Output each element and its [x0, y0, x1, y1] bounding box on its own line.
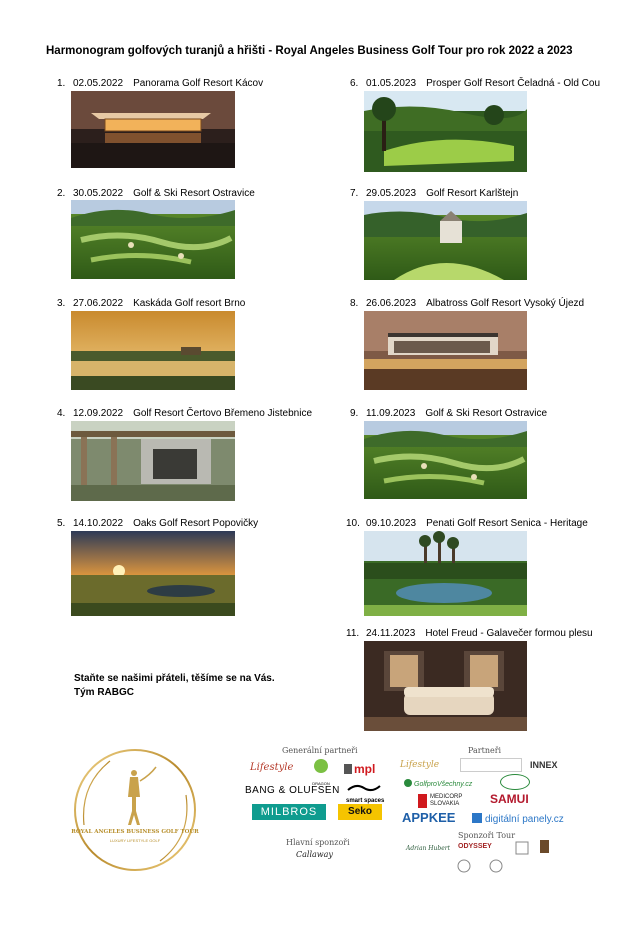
page-title: Harmonogram golfových turanjů a hřišti - Royal Angeles Business Golf Tour pro rok 2022 a 2023: [46, 45, 573, 57]
event-item: [57, 78, 263, 89]
venue-photo: [364, 311, 527, 390]
venue-photo: [364, 421, 527, 499]
event-venue: Penati Golf Resort Senica - Heritage: [426, 518, 588, 529]
digitalni-panely-logo: digitální panely.cz: [472, 813, 564, 825]
event-date: 24.11.2023: [366, 628, 416, 639]
event-item: [350, 408, 547, 419]
event-number: 4.: [57, 408, 66, 419]
emblem-subtext: LUXURY LIFESTYLE GOLF: [109, 838, 161, 843]
milbros-logo: MILBROS: [252, 804, 326, 820]
dragon-logo: DRAGON: [310, 758, 332, 786]
smart-spaces-logo: smart spaces: [346, 780, 384, 804]
general-partners-heading: Generální partneři: [282, 746, 358, 755]
event-number: 11.: [346, 628, 360, 639]
rabgc-emblem-logo: [70, 745, 200, 875]
event-item: [350, 298, 584, 309]
tour-sponsor-emblem-icon: [456, 858, 516, 879]
event-date: 02.05.2022: [73, 78, 124, 89]
event-number: 9.: [350, 408, 359, 419]
event-number: 7.: [350, 188, 359, 199]
event-venue: Golf & Ski Resort Ostravice: [133, 188, 255, 199]
emblem-text: ROYAL ANGELES BUSINESS GOLF TOUR: [71, 829, 199, 835]
event-venue: Albatross Golf Resort Vysoký Újezd: [426, 298, 585, 309]
event-item: [57, 518, 258, 529]
event-item: [57, 298, 245, 309]
innex-logo: INNEX: [530, 760, 558, 770]
venue-photo: [71, 91, 235, 168]
event-number: 10.: [346, 518, 360, 529]
venue-photo: [364, 641, 527, 731]
event-venue: Panorama Golf Resort Kácov: [133, 78, 264, 89]
event-number: 6.: [350, 78, 359, 89]
event-number: 5.: [57, 518, 66, 529]
tour-sponsors-heading: Sponzoři Tour: [458, 831, 516, 840]
event-venue: Hotel Freud - Galavečer formou plesu: [425, 628, 593, 639]
event-venue: Golf & Ski Resort Ostravice: [425, 408, 548, 419]
event-item: [346, 518, 588, 529]
partner-logo: [460, 758, 522, 772]
main-sponsors-heading: Hlavní sponzoři: [286, 838, 350, 847]
event-venue: Prosper Golf Resort Čeladná - Old Cou: [426, 78, 601, 89]
event-item: [346, 628, 593, 639]
odyssey-logo: ODYSSEY: [458, 843, 492, 850]
appkee-logo: APPKEE: [402, 810, 456, 825]
event-venue: Golf Resort Karlštejn: [426, 188, 519, 199]
event-item: [57, 408, 312, 419]
bang-olufsen-logo: BANG & OLUFSEN: [245, 785, 340, 796]
lifestyle-logo: Lifestyle: [250, 762, 294, 773]
lifestyle-partner-logo: Lifestyle: [400, 760, 440, 770]
medicorp-logo: MEDICORP SLOVAKIA: [418, 794, 478, 808]
badge-logo: [500, 774, 530, 790]
event-date: 11.09.2023: [366, 408, 416, 419]
adrian-hubert-logo: Adrian Hubert: [406, 845, 451, 852]
mpl-logo: mpl: [344, 762, 375, 776]
event-number: 3.: [57, 298, 66, 309]
venue-photo: [71, 311, 235, 390]
event-number: 8.: [350, 298, 359, 309]
event-date: 09.10.2023: [366, 518, 417, 529]
event-date: 30.05.2022: [73, 188, 124, 199]
event-number: 1.: [57, 78, 66, 89]
team-signature: Tým RABGC: [74, 687, 135, 698]
venue-photo: [364, 531, 527, 616]
venue-photo: [71, 200, 235, 279]
event-venue: Oaks Golf Resort Popovičky: [133, 518, 259, 529]
event-date: 01.05.2023: [366, 78, 417, 89]
venue-photo: [364, 91, 527, 172]
event-date: 26.06.2023: [366, 298, 417, 309]
golfprovsechny-logo: GolfproVšechny.cz: [404, 779, 472, 788]
event-date: 14.10.2022: [73, 518, 124, 529]
event-item: [57, 188, 255, 199]
tour-sponsor-logo: [540, 840, 549, 853]
event-venue: Golf Resort Čertovo Břemeno Jistebnice: [133, 408, 313, 419]
event-item: [350, 78, 600, 89]
samui-logo: SAMUI: [490, 792, 529, 806]
venue-photo: [71, 421, 235, 501]
venue-photo: [364, 201, 527, 280]
callaway-logo: Callaway: [296, 850, 333, 859]
partners-heading: Partneři: [468, 746, 502, 755]
closing-line: Staňte se našimi přáteli, těšíme se na Vás.: [74, 673, 275, 684]
event-date: 27.06.2022: [73, 298, 124, 309]
event-venue: Kaskáda Golf resort Brno: [133, 298, 246, 309]
seko-logo: Seko: [338, 804, 382, 820]
event-date: 12.09.2022: [73, 408, 124, 419]
venue-photo: [71, 531, 235, 616]
event-number: 2.: [57, 188, 66, 199]
event-item: [350, 188, 518, 199]
event-date: 29.05.2023: [366, 188, 417, 199]
closing-message: [74, 672, 275, 700]
